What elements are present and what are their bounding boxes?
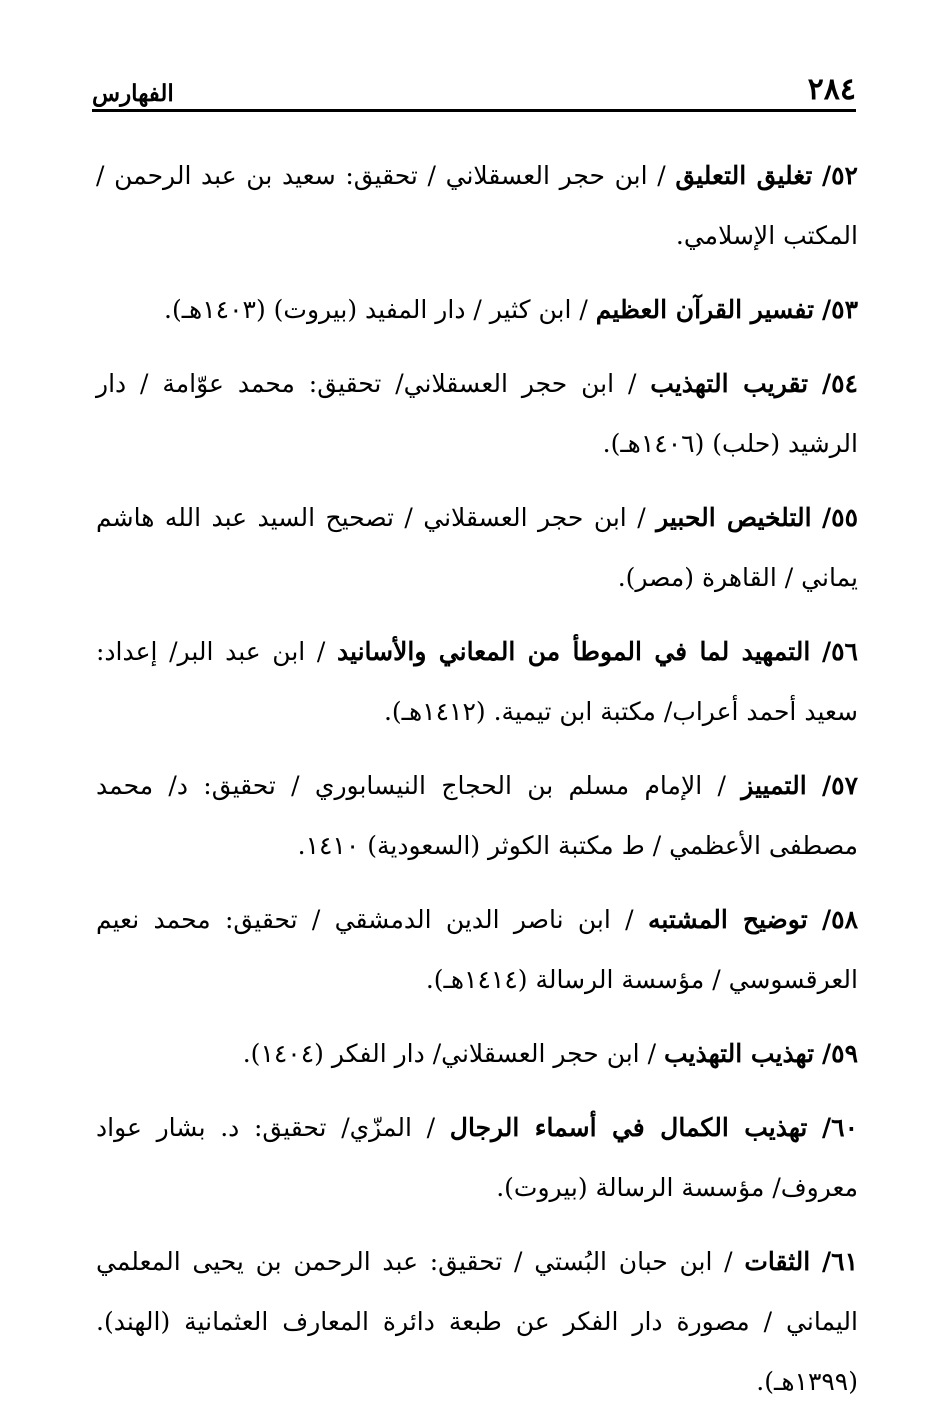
entry-details: / المزّي/ تحقيق: د. بشار عواد معروف/ مؤسسة الرسالة (بيروت).	[96, 1113, 858, 1202]
entry-number: ٥٨/	[822, 905, 859, 934]
entry-details: / ابن حجر العسقلاني/ دار الفكر (١٤٠٤).	[242, 1039, 657, 1068]
entry-details: / ابن ناصر الدين الدمشقي / تحقيق: محمد نعيم العرقسوسي / مؤسسة الرسالة (١٤١٤هـ).	[96, 905, 858, 994]
entry-title: تهذيب التهذيب	[663, 1039, 815, 1068]
entry-number: ٥٥/	[822, 503, 859, 532]
bibliography-entry	[96, 488, 858, 608]
entry-title: التمهيد لما في الموطأ من المعاني والأسانيد	[336, 637, 811, 666]
entry-title: التمييز	[741, 771, 807, 800]
entry-title: الثقات	[744, 1247, 811, 1276]
bibliography-entry	[96, 622, 858, 742]
bibliography-entry	[96, 1232, 858, 1412]
bibliography-entry	[96, 280, 858, 340]
entry-details: / ابن حجر العسقلاني / تحقيق: سعيد بن عبد الرحمن / المكتب الإسلامي.	[96, 161, 858, 250]
bibliography-entry	[96, 354, 858, 474]
entry-details: / ابن حجر العسقلاني / تصحيح السيد عبد الله هاشم يماني / القاهرة (مصر).	[96, 503, 858, 592]
entry-number: ٥٤/	[821, 369, 858, 398]
entry-title: تهذيب الكمال في أسماء الرجال	[449, 1113, 808, 1142]
bibliography-entry	[96, 756, 858, 876]
entry-number: ٥٩/	[822, 1039, 858, 1068]
bibliography-entry	[96, 890, 858, 1010]
page-number: ٢٨٤	[807, 72, 856, 107]
entry-title: تفسير القرآن العظيم	[595, 295, 815, 324]
bibliography-entry	[96, 1024, 858, 1084]
entry-number: ٥٦/	[821, 637, 858, 666]
running-title: الفهارس	[92, 80, 174, 107]
entry-title: تقريب التهذيب	[650, 369, 809, 398]
page-header	[92, 70, 856, 112]
entry-number: ٦٠/	[822, 1113, 858, 1142]
bibliography-entry	[96, 146, 858, 266]
entry-number: ٥٣/	[822, 295, 858, 324]
bibliography-list	[96, 146, 858, 1426]
entry-details: / ابن كثير / دار المفيد (بيروت) (١٤٠٣هـ).	[164, 295, 588, 324]
entry-title: التلخيص الحبير	[656, 503, 812, 532]
entry-details: / الإمام مسلم بن الحجاج النيسابوري / تحقيق: د/ محمد مصطفى الأعظمي / ط مكتبة الكوثر (السعودية) ١٤١٠.	[96, 771, 858, 860]
entry-title: توضيح المشتبه	[647, 905, 808, 934]
entry-number: ٥٢/	[821, 161, 858, 190]
entry-details: / ابن عبد البر/ إعداد: سعيد أحمد أعراب/ مكتبة ابن تيمية. (١٤١٢هـ).	[96, 637, 858, 726]
entry-number: ٥٧/	[822, 771, 858, 800]
entry-title: تغليق التعليق	[675, 161, 813, 190]
entry-details: / ابن حبان البُستي / تحقيق: عبد الرحمن بن يحيى المعلمي اليماني / مصورة دار الفكر عن طبعة دائرة المعارف العثمانية (الهند). (١٣٩٩هـ).	[96, 1247, 858, 1396]
bibliography-entry	[96, 1098, 858, 1218]
entry-details: / ابن حجر العسقلاني/ تحقيق: محمد عوّامة / دار الرشيد (حلب) (١٤٠٦هـ).	[96, 369, 858, 458]
entry-number: ٦١/	[822, 1247, 858, 1276]
